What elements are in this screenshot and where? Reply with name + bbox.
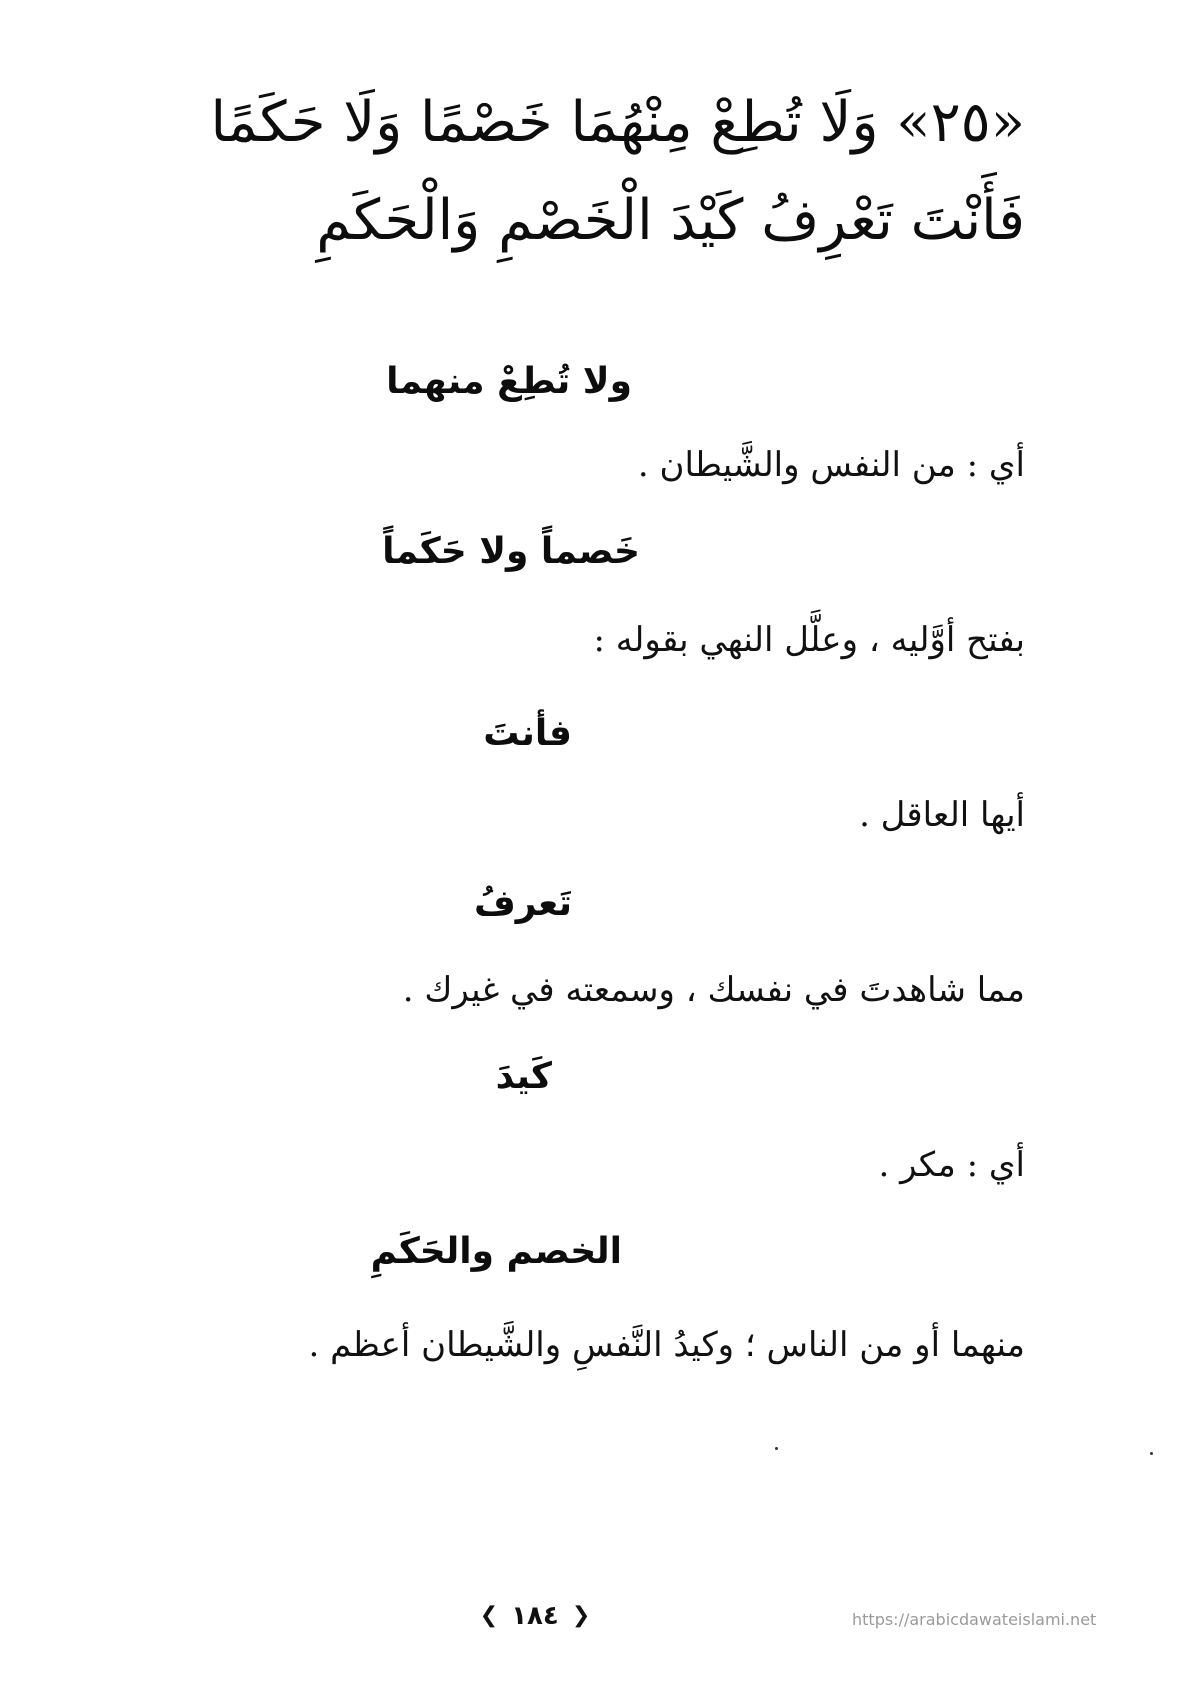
scan-speck [775, 1447, 778, 1450]
headword-2: خَصماً ولا حَكَماً [382, 531, 640, 572]
verse-line-2: فَأَنْتَ تَعْرِفُ كَيْدَ الْخَصْمِ وَالْحَكَمِ [316, 188, 1025, 253]
scan-speck [1150, 1452, 1153, 1455]
verse-line-1: «٢٥» وَلَا تُطِعْ مِنْهُمَا خَصْمًا وَلَا حَكَمًا [210, 90, 1025, 155]
headword-5: كَيدَ [495, 1056, 552, 1097]
ornament-left-icon: ❮ [479, 1603, 499, 1628]
explanation-6: منهما أو من الناس ؛ وكيدُ النَّفسِ والشَّيطان أعظم . [308, 1325, 1025, 1365]
explanation-1: أي : من النفس والشَّيطان . [637, 445, 1025, 485]
headword-3: فأنتَ [483, 713, 572, 754]
ornament-right-icon: ❯ [571, 1603, 591, 1628]
page-number-value: ١٨٤ [511, 1600, 559, 1631]
explanation-5: أي : مكر . [878, 1145, 1025, 1185]
explanation-3: أيها العاقل . [859, 795, 1025, 835]
headword-4: تَعرفُ [473, 883, 572, 924]
headword-6: الخصم والحَكَمِ [370, 1231, 622, 1272]
explanation-2: بفتح أوَّليه ، وعلَّل النهي بقوله : [593, 620, 1025, 660]
watermark-url: https://arabicdawateislami.net [852, 1610, 1097, 1629]
explanation-4: مما شاهدتَ في نفسك ، وسمعته في غيرك . [402, 970, 1025, 1010]
headword-1: ولا تُطِعْ منهما [386, 361, 632, 402]
page-number [475, 1600, 595, 1631]
